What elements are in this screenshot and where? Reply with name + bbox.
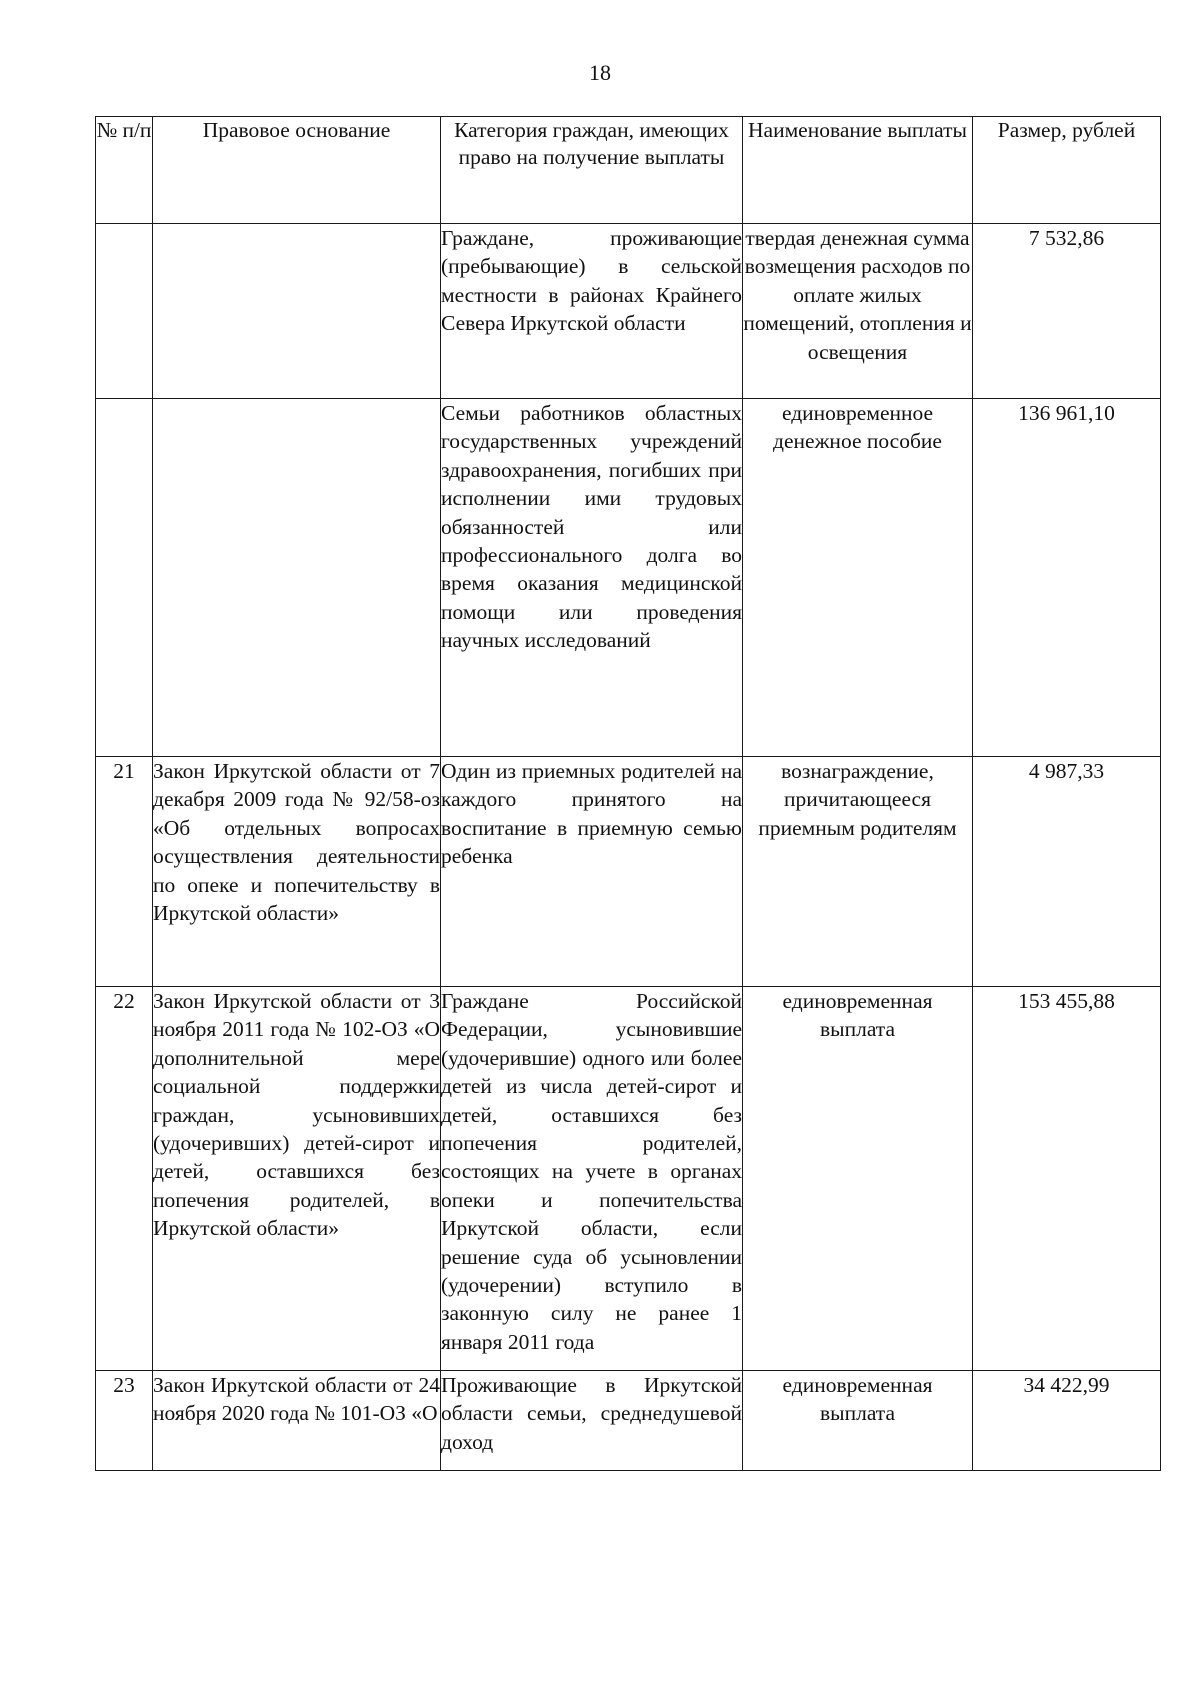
row-citizen-category: Граждане Российской Федерации, усыновившие (удочерившие) одного или более детей из числа детей-сирот и детей, оставшихся без попечения родителей, состоящих на учете в органах опеки и попечительства Иркутской области, если решение суда об усыновлении (удочерении) вступило в законную силу не ранее 1 января 2011 года bbox=[441, 987, 743, 1371]
row-amount: 7 532,86 bbox=[973, 224, 1161, 399]
row-num: 23 bbox=[96, 1371, 153, 1471]
table-row bbox=[96, 399, 1161, 757]
row-amount: 136 961,10 bbox=[973, 399, 1161, 757]
table-row bbox=[96, 757, 1161, 987]
row-num: 21 bbox=[96, 757, 153, 987]
table-header-row bbox=[96, 117, 1161, 224]
row-amount: 34 422,99 bbox=[973, 1371, 1161, 1471]
benefits-table bbox=[95, 116, 1161, 1471]
row-legal-basis bbox=[153, 399, 441, 757]
row-num bbox=[96, 224, 153, 399]
header-legal-basis: Правовое основание bbox=[153, 117, 441, 224]
row-citizen-category: Проживающие в Иркутской области семьи, среднедушевой доход bbox=[441, 1371, 743, 1471]
row-payment-name: вознаграждение, причитающееся приемным родителям bbox=[743, 757, 973, 987]
row-payment-name: единовременная выплата bbox=[743, 1371, 973, 1471]
table-row bbox=[96, 224, 1161, 399]
row-legal-basis: Закон Иркутской области от 7 декабря 2009 года № 92/58-оз «Об отдельных вопросах осуществления деятельности по опеке и попечительству в Иркутской области» bbox=[153, 757, 441, 987]
row-legal-basis: Закон Иркутской области от 3 ноября 2011 года № 102-ОЗ «О дополнительной мере социальной поддержки граждан, усыновивших (удочеривших) детей-сирот и детей, оставшихся без попечения родителей, в Иркутской области» bbox=[153, 987, 441, 1371]
row-amount: 153 455,88 bbox=[973, 987, 1161, 1371]
table-row bbox=[96, 987, 1161, 1371]
row-payment-name: твердая денежная сумма возмещения расходов по оплате жилых помещений, отопления и освещения bbox=[743, 224, 973, 399]
row-citizen-category: Один из приемных родителей на каждого принятого на воспитание в приемную семью ребенка bbox=[441, 757, 743, 987]
row-payment-name: единовременное денежное пособие bbox=[743, 399, 973, 757]
row-citizen-category: Граждане, проживающие (пребывающие) в сельской местности в районах Крайнего Севера Иркутской области bbox=[441, 224, 743, 399]
row-legal-basis bbox=[153, 224, 441, 399]
row-num bbox=[96, 399, 153, 757]
row-legal-basis: Закон Иркутской области от 24 ноября 2020 года № 101-ОЗ «О bbox=[153, 1371, 441, 1471]
row-amount: 4 987,33 bbox=[973, 757, 1161, 987]
header-payment-name: Наименование выплаты bbox=[743, 117, 973, 224]
header-num: № п/п bbox=[96, 117, 153, 224]
page-number: 18 bbox=[589, 60, 611, 85]
table-row bbox=[96, 1371, 1161, 1471]
row-num: 22 bbox=[96, 987, 153, 1371]
header-citizen-category: Категория граждан, имеющих право на получение выплаты bbox=[441, 117, 743, 224]
header-amount: Размер, рублей bbox=[973, 117, 1161, 224]
row-payment-name: единовременная выплата bbox=[743, 987, 973, 1371]
row-citizen-category: Семьи работников областных государственных учреждений здравоохранения, погибших при исполнении ими трудовых обязанностей или профессионального долга во время оказания медицинской помощи или проведения научных исследований bbox=[441, 399, 743, 757]
